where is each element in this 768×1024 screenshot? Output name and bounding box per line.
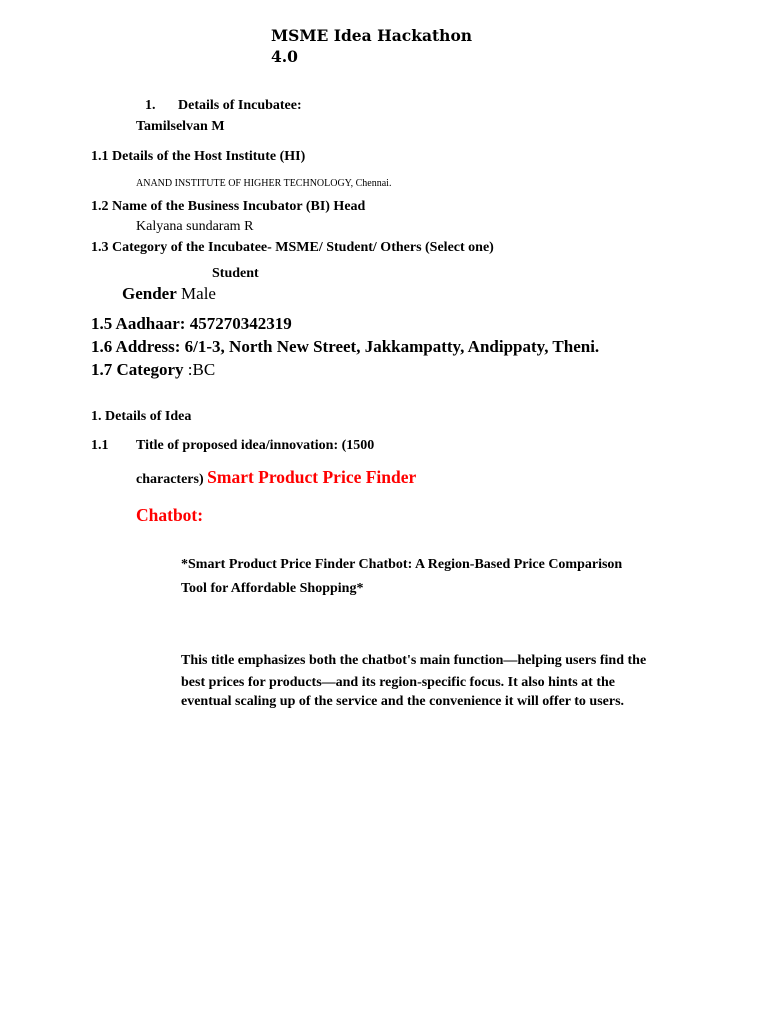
category-row xyxy=(91,360,215,380)
idea-paragraph-line-3: eventual scaling up of the service and the convenience it will offer to users. xyxy=(181,694,625,709)
idea-paragraph-line-1: This title emphasizes both the chatbot's main function—helping users find the xyxy=(181,653,647,668)
idea-title-row xyxy=(136,467,416,488)
gender-row xyxy=(122,284,216,304)
category-label: 1.7 Category xyxy=(91,360,184,379)
idea-title-label-line-2: characters) xyxy=(136,472,204,487)
host-institute-value: ANAND INSTITUTE OF HIGHER TECHNOLOGY, Chennai. xyxy=(136,178,392,189)
incubatee-category-label: 1.3 Category of the Incubatee- MSME/ Student/ Others (Select one) xyxy=(91,240,494,255)
section-1-heading: Details of Incubatee: xyxy=(178,98,302,113)
idea-subtitle-line-1: *Smart Product Price Finder Chatbot: A Region-Based Price Comparison xyxy=(181,557,623,572)
host-institute-label: 1.1 Details of the Host Institute (HI) xyxy=(91,149,306,164)
incubator-head-label: 1.2 Name of the Business Incubator (BI) Head xyxy=(91,199,366,214)
address: 1.6 Address: 6/1-3, North New Street, Jakkampatty, Andippaty, Theni. xyxy=(91,337,600,356)
document-title xyxy=(271,25,531,67)
idea-title-value-line-2: Chatbot: xyxy=(136,505,204,525)
gender-value: Male xyxy=(181,284,216,303)
idea-heading: 1. Details of Idea xyxy=(91,409,192,424)
category-value: :BC xyxy=(187,360,216,379)
aadhaar: 1.5 Aadhaar: 457270342319 xyxy=(91,314,292,333)
incubator-head-value: Kalyana sundaram R xyxy=(136,219,254,234)
incubatee-category-value: Student xyxy=(212,266,259,281)
title-line-2: 4.0 xyxy=(271,47,298,66)
idea-subtitle-line-2: Tool for Affordable Shopping* xyxy=(181,581,364,596)
idea-title-label-line-1: Title of proposed idea/innovation: (1500 xyxy=(136,438,375,453)
idea-title-value: Smart Product Price Finder xyxy=(207,467,417,487)
gender-label: Gender xyxy=(122,284,177,303)
section-1-number: 1. xyxy=(145,98,156,113)
title-line-1: MSME Idea Hackathon xyxy=(271,26,473,45)
idea-number: 1.1 xyxy=(91,438,109,453)
idea-paragraph-line-2: best prices for products—and its region-specific focus. It also hints at the xyxy=(181,675,615,690)
incubatee-name: Tamilselvan M xyxy=(136,119,225,134)
